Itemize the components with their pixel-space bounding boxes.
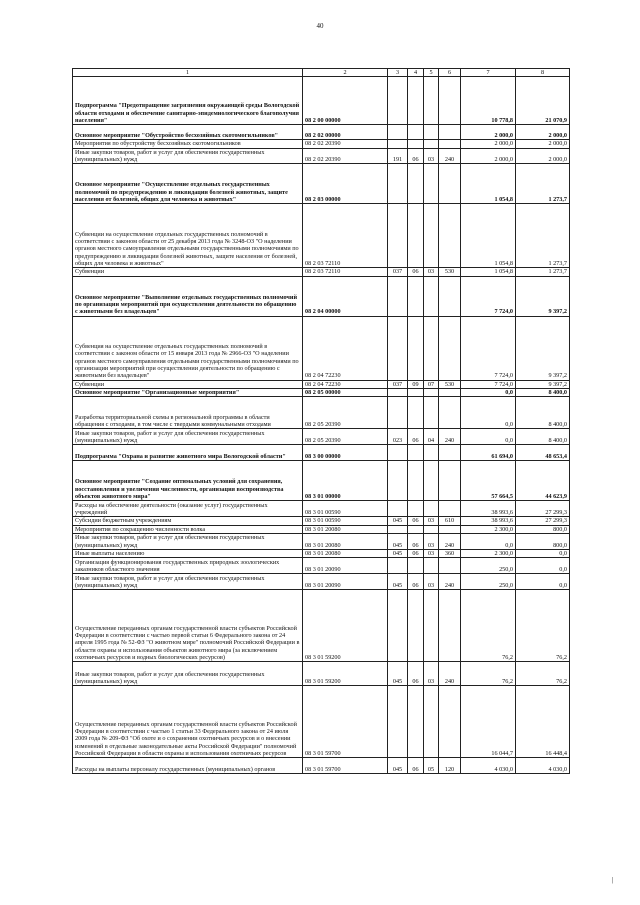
expense-type-cell	[439, 204, 461, 268]
ministry-code-cell	[388, 204, 408, 268]
amount-col7-cell: 16 044,7	[461, 686, 516, 758]
budget-table	[72, 68, 570, 774]
budget-code-cell: 08 3 01 59700	[303, 758, 388, 774]
page-number: 40	[316, 22, 324, 30]
ministry-code-cell	[388, 461, 408, 501]
row-name-cell: Основное мероприятие "Организационные мероприятия"	[73, 388, 303, 396]
subsection-code-cell	[424, 77, 439, 125]
subsection-code-cell: 07	[424, 380, 439, 388]
section-code-cell	[408, 590, 424, 662]
amount-col8-cell: 1 273,7	[516, 204, 570, 268]
budget-code-cell: 08 3 01 20090	[303, 574, 388, 590]
header-cell: 5	[424, 69, 439, 77]
margin-mark: |	[612, 876, 614, 884]
subsection-code-cell	[424, 525, 439, 533]
ministry-code-cell	[388, 501, 408, 517]
section-code-cell	[408, 558, 424, 574]
subsection-code-cell	[424, 445, 439, 461]
ministry-code-cell	[388, 397, 408, 429]
amount-col8-cell: 16 448,4	[516, 686, 570, 758]
amount-col7-cell: 1 054,8	[461, 164, 516, 204]
ministry-code-cell	[388, 125, 408, 140]
row-name-cell: Иные закупки товаров, работ и услуг для обеспечения государственных (муниципальных) нужд	[73, 533, 303, 549]
ministry-code-cell: 037	[388, 380, 408, 388]
amount-col7-cell: 2 000,0	[461, 148, 516, 164]
table-row	[73, 549, 570, 557]
expense-type-cell	[439, 316, 461, 380]
budget-code-cell: 08 3 01 20080	[303, 533, 388, 549]
expense-type-cell	[439, 501, 461, 517]
budget-code-cell: 08 3 01 00590	[303, 501, 388, 517]
row-name-cell: Иные закупки товаров, работ и услуг для обеспечения государственных (муниципальных) нужд	[73, 148, 303, 164]
amount-col8-cell: 2 000,0	[516, 148, 570, 164]
amount-col7-cell: 10 778,8	[461, 77, 516, 125]
ministry-code-cell	[388, 164, 408, 204]
row-name-cell: Субвенции	[73, 268, 303, 276]
budget-code-cell: 08 2 03 72110	[303, 204, 388, 268]
row-name-cell: Основное мероприятие "Выполнение отдельных государственных полномочий по организации мероприятий при осуществлении деятельности по обращению с животными без владельцев"	[73, 276, 303, 316]
amount-col7-cell: 0,0	[461, 397, 516, 429]
subsection-code-cell	[424, 558, 439, 574]
expense-type-cell: 240	[439, 574, 461, 590]
subsection-code-cell: 03	[424, 549, 439, 557]
budget-code-cell: 08 3 01 59700	[303, 686, 388, 758]
header-cell: 4	[408, 69, 424, 77]
section-code-cell	[408, 204, 424, 268]
amount-col7-cell: 61 694,0	[461, 445, 516, 461]
amount-col8-cell: 76,2	[516, 662, 570, 686]
section-code-cell	[408, 316, 424, 380]
amount-col7-cell: 1 054,8	[461, 268, 516, 276]
budget-code-cell: 08 3 01 20080	[303, 549, 388, 557]
amount-col8-cell: 0,0	[516, 558, 570, 574]
row-name-cell: Осуществление переданных органам государственной власти субъектов Российской Федерации в соответствии с частью первой статьи 6 Федерального закона от 24 апреля 1995 года № 52-ФЗ "О животном мире" полномочий Российской Федерации в области охраны и использования объектов животного мира (за исключением охотничьих ресурсов и водных биологических ресурсов)	[73, 590, 303, 662]
amount-col7-cell: 38 993,6	[461, 517, 516, 525]
header-cell: 2	[303, 69, 388, 77]
subsection-code-cell	[424, 590, 439, 662]
budget-code-cell: 08 2 05 20390	[303, 397, 388, 429]
row-name-cell: Иные закупки товаров, работ и услуг для обеспечения государственных (муниципальных) нужд	[73, 662, 303, 686]
expense-type-cell: 530	[439, 268, 461, 276]
budget-code-cell: 08 2 02 20390	[303, 148, 388, 164]
ministry-code-cell: 045	[388, 758, 408, 774]
expense-type-cell	[439, 276, 461, 316]
row-name-cell: Основное мероприятие "Создание оптимальных условий для сохранения, восстановления и увеличения численности, организация воспроизводства объектов животного мира"	[73, 461, 303, 501]
table-row	[73, 686, 570, 758]
amount-col8-cell: 1 273,7	[516, 164, 570, 204]
table-row	[73, 388, 570, 396]
section-code-cell	[408, 77, 424, 125]
budget-code-cell: 08 3 01 59200	[303, 662, 388, 686]
amount-col7-cell: 2 000,0	[461, 125, 516, 140]
section-code-cell	[408, 525, 424, 533]
table-row	[73, 558, 570, 574]
section-code-cell	[408, 686, 424, 758]
row-name-cell: Расходы на выплаты персоналу государственных (муниципальных) органов	[73, 758, 303, 774]
section-code-cell	[408, 397, 424, 429]
amount-col8-cell: 9 397,2	[516, 380, 570, 388]
row-name-cell: Организация функционирования государственных природных зоологических заказников областного значения	[73, 558, 303, 574]
budget-code-cell: 08 2 02 20390	[303, 140, 388, 148]
expense-type-cell	[439, 77, 461, 125]
subsection-code-cell: 03	[424, 533, 439, 549]
amount-col8-cell: 8 400,0	[516, 397, 570, 429]
expense-type-cell	[439, 590, 461, 662]
table-row	[73, 445, 570, 461]
amount-col8-cell: 9 397,2	[516, 316, 570, 380]
amount-col7-cell: 0,0	[461, 429, 516, 445]
amount-col8-cell: 21 070,9	[516, 77, 570, 125]
row-name-cell: Подпрограмма "Предотвращение загрязнения окружающей среды Вологодской области отходами и обеспечение санитарно-эпидемиологического благополучия населения"	[73, 77, 303, 125]
section-code-cell: 06	[408, 268, 424, 276]
amount-col7-cell: 7 724,0	[461, 316, 516, 380]
amount-col8-cell: 8 400,0	[516, 388, 570, 396]
amount-col7-cell: 7 724,0	[461, 380, 516, 388]
amount-col7-cell: 1 054,8	[461, 204, 516, 268]
section-code-cell: 06	[408, 148, 424, 164]
amount-col8-cell: 800,0	[516, 525, 570, 533]
section-code-cell: 06	[408, 574, 424, 590]
table-row	[73, 316, 570, 380]
table-row	[73, 276, 570, 316]
expense-type-cell: 120	[439, 758, 461, 774]
ministry-code-cell	[388, 558, 408, 574]
subsection-code-cell	[424, 461, 439, 501]
section-code-cell: 06	[408, 429, 424, 445]
table-row	[73, 590, 570, 662]
ministry-code-cell	[388, 140, 408, 148]
amount-col7-cell: 4 030,0	[461, 758, 516, 774]
budget-code-cell: 08 3 01 59200	[303, 590, 388, 662]
subsection-code-cell	[424, 125, 439, 140]
amount-col8-cell: 9 397,2	[516, 276, 570, 316]
budget-code-cell: 08 3 01 00590	[303, 517, 388, 525]
table-row	[73, 461, 570, 501]
amount-col8-cell: 27 299,3	[516, 501, 570, 517]
budget-code-cell: 08 2 05 00000	[303, 388, 388, 396]
row-name-cell: Субвенции	[73, 380, 303, 388]
ministry-code-cell	[388, 388, 408, 396]
expense-type-cell	[439, 686, 461, 758]
expense-type-cell	[439, 164, 461, 204]
row-name-cell: Разработка территориальной схемы в региональной программы в области обращения с отходами, в том числе с твердыми коммунальными отходами	[73, 397, 303, 429]
ministry-code-cell	[388, 686, 408, 758]
table-row	[73, 429, 570, 445]
expense-type-cell: 240	[439, 148, 461, 164]
table-row	[73, 397, 570, 429]
table-row	[73, 125, 570, 140]
subsection-code-cell: 03	[424, 268, 439, 276]
expense-type-cell	[439, 558, 461, 574]
header-cell: 1	[73, 69, 303, 77]
table-row	[73, 517, 570, 525]
amount-col7-cell: 76,2	[461, 590, 516, 662]
budget-code-cell: 08 2 04 00000	[303, 276, 388, 316]
subsection-code-cell: 05	[424, 758, 439, 774]
amount-col7-cell: 250,0	[461, 574, 516, 590]
ministry-code-cell	[388, 525, 408, 533]
budget-code-cell: 08 2 02 00000	[303, 125, 388, 140]
section-code-cell: 06	[408, 549, 424, 557]
row-name-cell: Основное мероприятие "Осуществление отдельных государственных полномочий по предупреждению и ликвидации болезней животных, защите населения от болезней, общих для человека и животных"	[73, 164, 303, 204]
row-name-cell: Иные закупки товаров, работ и услуг для обеспечения государственных (муниципальных) нужд	[73, 429, 303, 445]
row-name-cell: Субвенция на осуществление отдельных государственных полномочий в соответствии с законом области от 15 января 2013 года № 2966-ОЗ "О наделении органов местного самоуправления отдельными государственными полномочиями по организации мероприятий при осуществлении деятельности по обращению с животными без владельцев"	[73, 316, 303, 380]
ministry-code-cell: 045	[388, 533, 408, 549]
subsection-code-cell	[424, 204, 439, 268]
expense-type-cell	[439, 525, 461, 533]
ministry-code-cell	[388, 316, 408, 380]
subsection-code-cell	[424, 501, 439, 517]
ministry-code-cell: 023	[388, 429, 408, 445]
amount-col8-cell: 48 653,4	[516, 445, 570, 461]
header-cell: 7	[461, 69, 516, 77]
budget-code-cell: 08 3 01 20080	[303, 525, 388, 533]
budget-code-cell: 08 2 00 00000	[303, 77, 388, 125]
amount-col8-cell: 2 000,0	[516, 125, 570, 140]
table-row	[73, 662, 570, 686]
section-code-cell	[408, 140, 424, 148]
amount-col8-cell: 8 400,0	[516, 429, 570, 445]
subsection-code-cell: 03	[424, 662, 439, 686]
amount-col7-cell: 2 000,0	[461, 140, 516, 148]
subsection-code-cell: 03	[424, 148, 439, 164]
budget-code-cell: 08 3 01 00000	[303, 461, 388, 501]
amount-col7-cell: 57 664,5	[461, 461, 516, 501]
ministry-code-cell	[388, 445, 408, 461]
row-name-cell: Субвенции на осуществление отдельных государственных полномочий в соответствии с законом области от 25 декабря 2013 года № 3248-ОЗ "О наделении органов местного самоуправления отдельными государственными полномочиями по предупреждению и ликвидации болезней животных, защите населения от болезней, общих для человека и животных"	[73, 204, 303, 268]
header-cell: 8	[516, 69, 570, 77]
ministry-code-cell: 191	[388, 148, 408, 164]
table-row	[73, 140, 570, 148]
amount-col8-cell: 800,0	[516, 533, 570, 549]
table-row	[73, 164, 570, 204]
budget-code-cell: 08 3 00 00000	[303, 445, 388, 461]
row-name-cell: Основное мероприятие "Обустройство бесхозяйных скотомогильников"	[73, 125, 303, 140]
amount-col7-cell: 38 993,6	[461, 501, 516, 517]
budget-code-cell: 08 2 04 72230	[303, 380, 388, 388]
table-row	[73, 758, 570, 774]
expense-type-cell	[439, 140, 461, 148]
amount-col8-cell: 4 030,0	[516, 758, 570, 774]
amount-col8-cell: 76,2	[516, 590, 570, 662]
table-row	[73, 574, 570, 590]
amount-col7-cell: 250,0	[461, 558, 516, 574]
table-row	[73, 77, 570, 125]
row-name-cell: Иные закупки товаров, работ и услуг для обеспечения государственных (муниципальных) нужд	[73, 574, 303, 590]
section-code-cell	[408, 461, 424, 501]
expense-type-cell: 240	[439, 662, 461, 686]
row-name-cell: Мероприятия по обустройству бесхозяйных скотомогильников	[73, 140, 303, 148]
expense-type-cell	[439, 445, 461, 461]
section-code-cell	[408, 125, 424, 140]
table-row	[73, 148, 570, 164]
subsection-code-cell	[424, 164, 439, 204]
subsection-code-cell	[424, 316, 439, 380]
ministry-code-cell: 045	[388, 549, 408, 557]
section-code-cell: 06	[408, 758, 424, 774]
expense-type-cell: 240	[439, 533, 461, 549]
expense-type-cell	[439, 397, 461, 429]
section-code-cell	[408, 388, 424, 396]
expense-type-cell: 360	[439, 549, 461, 557]
subsection-code-cell: 03	[424, 517, 439, 525]
subsection-code-cell: 03	[424, 574, 439, 590]
amount-col7-cell: 7 724,0	[461, 276, 516, 316]
table-header-row	[73, 69, 570, 77]
amount-col8-cell: 2 000,0	[516, 140, 570, 148]
ministry-code-cell: 045	[388, 662, 408, 686]
amount-col7-cell: 2 300,0	[461, 549, 516, 557]
table-row	[73, 501, 570, 517]
ministry-code-cell	[388, 590, 408, 662]
amount-col7-cell: 0,0	[461, 533, 516, 549]
row-name-cell: Расходы на обеспечение деятельности (оказание услуг) государственных учреждений	[73, 501, 303, 517]
amount-col8-cell: 0,0	[516, 549, 570, 557]
subsection-code-cell	[424, 388, 439, 396]
section-code-cell: 06	[408, 517, 424, 525]
header-cell: 3	[388, 69, 408, 77]
section-code-cell: 06	[408, 533, 424, 549]
amount-col7-cell: 0,0	[461, 388, 516, 396]
table-row	[73, 268, 570, 276]
row-name-cell: Мероприятия по сокращению численности волка	[73, 525, 303, 533]
amount-col8-cell: 0,0	[516, 574, 570, 590]
ministry-code-cell: 045	[388, 574, 408, 590]
table-row	[73, 204, 570, 268]
budget-code-cell: 08 3 01 20090	[303, 558, 388, 574]
expense-type-cell: 610	[439, 517, 461, 525]
amount-col8-cell: 44 623,9	[516, 461, 570, 501]
subsection-code-cell	[424, 686, 439, 758]
row-name-cell: Подпрограмма "Охрана и развитие животного мира Вологодской области"	[73, 445, 303, 461]
budget-code-cell: 08 2 05 20390	[303, 429, 388, 445]
amount-col8-cell: 27 299,3	[516, 517, 570, 525]
table-row	[73, 380, 570, 388]
budget-code-cell: 08 2 04 72230	[303, 316, 388, 380]
amount-col7-cell: 2 300,0	[461, 525, 516, 533]
expense-type-cell	[439, 125, 461, 140]
ministry-code-cell	[388, 276, 408, 316]
ministry-code-cell	[388, 77, 408, 125]
header-cell: 6	[439, 69, 461, 77]
budget-code-cell: 08 2 03 72110	[303, 268, 388, 276]
ministry-code-cell: 045	[388, 517, 408, 525]
amount-col7-cell: 76,2	[461, 662, 516, 686]
section-code-cell	[408, 445, 424, 461]
ministry-code-cell: 037	[388, 268, 408, 276]
expense-type-cell	[439, 461, 461, 501]
subsection-code-cell: 04	[424, 429, 439, 445]
section-code-cell: 06	[408, 662, 424, 686]
expense-type-cell: 530	[439, 380, 461, 388]
table-row	[73, 525, 570, 533]
row-name-cell: Субсидии бюджетным учреждениям	[73, 517, 303, 525]
amount-col8-cell: 1 273,7	[516, 268, 570, 276]
budget-code-cell: 08 2 03 00000	[303, 164, 388, 204]
section-code-cell	[408, 164, 424, 204]
row-name-cell: Иные выплаты населению	[73, 549, 303, 557]
section-code-cell	[408, 501, 424, 517]
subsection-code-cell	[424, 276, 439, 316]
subsection-code-cell	[424, 140, 439, 148]
expense-type-cell	[439, 388, 461, 396]
subsection-code-cell	[424, 397, 439, 429]
section-code-cell: 09	[408, 380, 424, 388]
section-code-cell	[408, 276, 424, 316]
row-name-cell: Осуществление переданных органам государственной власти субъектов Российской Федерации в соответствии с частью 1 статьи 33 Федерального закона от 24 июля 2009 года № 209-ФЗ "Об охоте и о сохранении охотничьих ресурсов и о внесении изменений в отдельные законодательные акты Российской Федерации" полномочий Российской Федерации в области охраны и использования охотничьих ресурсов	[73, 686, 303, 758]
table-row	[73, 533, 570, 549]
expense-type-cell: 240	[439, 429, 461, 445]
